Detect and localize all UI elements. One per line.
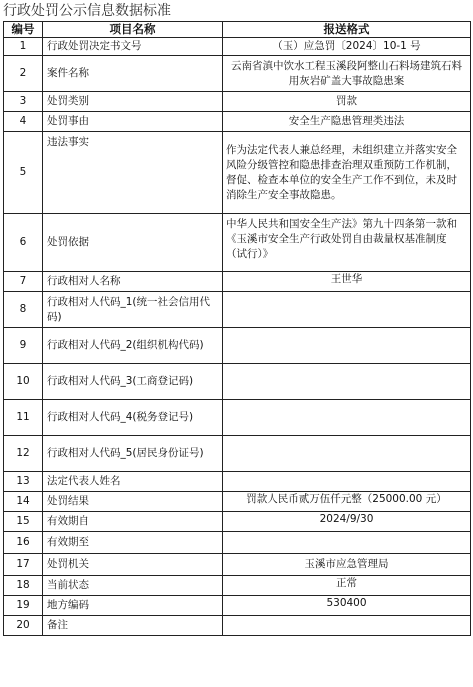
row-number: 4 (4, 112, 43, 132)
row-value: （玉）应急罚〔2024〕10-1 号 (223, 38, 471, 56)
row-number: 16 (4, 532, 43, 554)
row-number: 8 (4, 292, 43, 328)
table-row (4, 576, 471, 596)
row-number: 19 (4, 596, 43, 616)
row-value: 530400 (223, 596, 471, 616)
header-number: 编号 (4, 22, 43, 38)
table-row (4, 112, 471, 132)
table-row (4, 38, 471, 56)
row-item-name: 行政处罚决定书文号 (43, 38, 223, 56)
table-row (4, 492, 471, 512)
row-value (223, 472, 471, 492)
table-row (4, 328, 471, 364)
row-item-name: 备注 (43, 616, 223, 636)
row-item-name: 处罚依据 (43, 214, 223, 272)
row-item-name: 有效期自 (43, 512, 223, 532)
row-number: 20 (4, 616, 43, 636)
row-value: 玉溪市应急管理局 (223, 554, 471, 576)
row-item-name: 违法事实 (43, 132, 223, 214)
row-value: 正常 (223, 576, 471, 596)
row-item-name: 行政相对人代码_1(统一社会信用代码) (43, 292, 223, 328)
table-row (4, 436, 471, 472)
table-row (4, 554, 471, 576)
row-item-name: 法定代表人姓名 (43, 472, 223, 492)
table-row (4, 292, 471, 328)
row-item-name: 处罚事由 (43, 112, 223, 132)
row-item-name: 行政相对人代码_3(工商登记码) (43, 364, 223, 400)
row-item-name: 有效期至 (43, 532, 223, 554)
row-number: 11 (4, 400, 43, 436)
document-title: 行政处罚公示信息数据标准 (3, 3, 171, 19)
row-number: 15 (4, 512, 43, 532)
table-row (4, 364, 471, 400)
row-item-name: 处罚结果 (43, 492, 223, 512)
row-value (223, 364, 471, 400)
row-value (223, 328, 471, 364)
row-value: 王世华 (223, 272, 471, 292)
row-value (223, 292, 471, 328)
row-value: 2024/9/30 (223, 512, 471, 532)
table-row (4, 596, 471, 616)
row-number: 6 (4, 214, 43, 272)
row-value: 中华人民共和国安全生产法》第九十四条第一款和《玉溪市安全生产行政处罚自由裁量权基准制度（试行）》 (223, 214, 471, 272)
row-value: 安全生产隐患管理类违法 (223, 112, 471, 132)
table-row (4, 400, 471, 436)
table-row (4, 92, 471, 112)
row-number: 3 (4, 92, 43, 112)
row-value (223, 616, 471, 636)
row-number: 17 (4, 554, 43, 576)
header-format: 报送格式 (223, 22, 471, 38)
row-value (223, 400, 471, 436)
row-value: 罚款 (223, 92, 471, 112)
row-value (223, 532, 471, 554)
table-row (4, 512, 471, 532)
table-row (4, 472, 471, 492)
row-value: 作为法定代表人兼总经理，未组织建立并落实安全风险分级管控和隐患排查治理双重预防工作机制，督促、检查本单位的安全生产工作不到位，未及时消除生产安全事故隐患。 (223, 132, 471, 214)
row-item-name: 行政相对人代码_2(组织机构代码) (43, 328, 223, 364)
row-item-name: 地方编码 (43, 596, 223, 616)
row-item-name: 行政相对人代码_5(居民身份证号) (43, 436, 223, 472)
row-number: 1 (4, 38, 43, 56)
row-value: 云南省滇中饮水工程玉溪段阿整山石料场建筑石料用灰岩矿盖大事故隐患案 (223, 56, 471, 92)
header-item-name: 项目名称 (43, 22, 223, 38)
row-number: 7 (4, 272, 43, 292)
row-value: 罚款人民币贰万伍仟元整（25000.00 元） (223, 492, 471, 512)
row-number: 12 (4, 436, 43, 472)
row-number: 18 (4, 576, 43, 596)
table-row (4, 532, 471, 554)
row-number: 14 (4, 492, 43, 512)
row-item-name: 处罚类别 (43, 92, 223, 112)
row-number: 9 (4, 328, 43, 364)
table-row (4, 132, 471, 214)
row-item-name: 行政相对人名称 (43, 272, 223, 292)
row-number: 5 (4, 132, 43, 214)
row-value (223, 436, 471, 472)
table-row (4, 214, 471, 272)
table-row (4, 56, 471, 92)
row-item-name: 行政相对人代码_4(税务登记号) (43, 400, 223, 436)
row-number: 2 (4, 56, 43, 92)
table-header-row (4, 22, 471, 38)
row-number: 13 (4, 472, 43, 492)
row-item-name: 案件名称 (43, 56, 223, 92)
row-item-name: 处罚机关 (43, 554, 223, 576)
table-row (4, 272, 471, 292)
penalty-info-table (3, 21, 471, 636)
row-item-name: 当前状态 (43, 576, 223, 596)
table-row (4, 616, 471, 636)
row-number: 10 (4, 364, 43, 400)
